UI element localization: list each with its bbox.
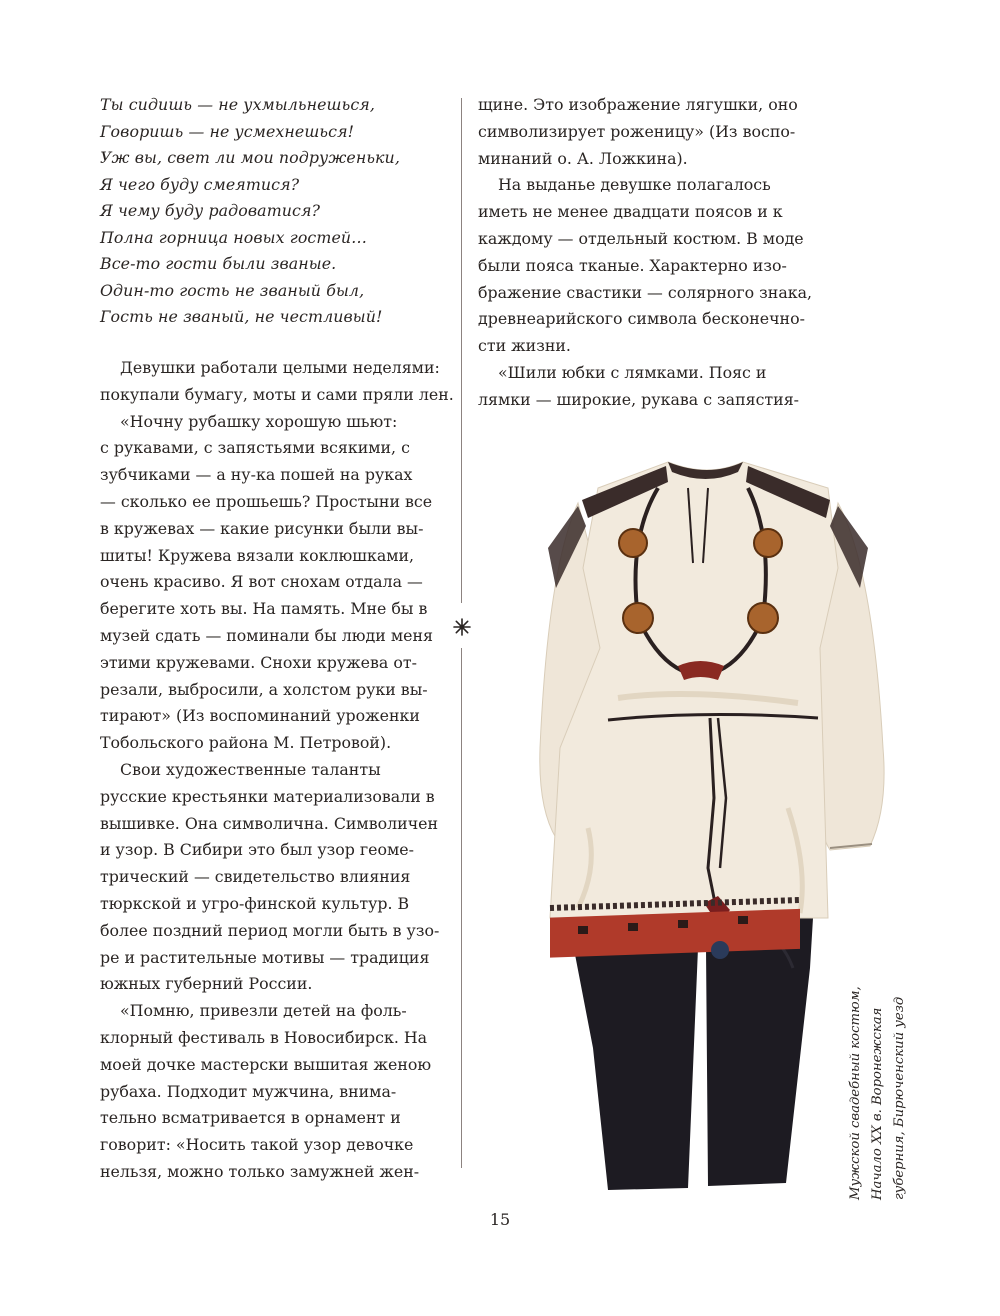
text-line: очень красиво. Я вот снохам отдала — (100, 572, 423, 592)
poem-line: Я чему буду радоватися? (100, 201, 321, 220)
trousers (568, 918, 813, 1190)
text-line: были пояса тканые. Характерно изо- (478, 255, 787, 275)
poem-line: Ты сидишь — не ухмыльнешься, (100, 95, 375, 114)
text-line: шиты! Кружева вязали коклюшками, (100, 545, 415, 565)
text-line: берегите хоть вы. На память. Мне бы в (100, 599, 428, 619)
right-column-text (478, 92, 858, 414)
text-line: Свои художественные таланты (120, 759, 381, 779)
text-line: древнеарийского символа бесконечно- (478, 309, 805, 329)
text-line: «Шили юбки с лямками. Пояс и (498, 362, 767, 382)
text-line: с рукавами, с запястьями всякими, с (100, 438, 410, 458)
text-line: тельно всматривается в орнамент и (100, 1108, 401, 1128)
poem-line: Один-то гость не званый был, (100, 280, 365, 300)
text-line: в кружевах — какие рисунки были вы- (100, 518, 424, 538)
text-line: вышивке. Она символична. Символичен (100, 813, 439, 833)
text-line: каждому — отдельный костюм. В моде (478, 228, 804, 248)
poem-line: Полна горница новых гостей… (100, 227, 368, 247)
text-line: Девушки работали целыми неделями: (120, 358, 440, 377)
text-line: щине. Это изображение лягушки, оно (478, 95, 798, 114)
wedding-costume-illustration (538, 448, 898, 1208)
text-line: тирают» (Из воспоминаний уроженки (100, 706, 420, 726)
text-line: Тобольского района М. Петровой). (100, 733, 392, 753)
poem-line: Говоришь — не усмехнешься! (100, 121, 355, 141)
poem-line: Я чего буду смеятися? (100, 174, 300, 194)
caption-line: Мужской свадебный костюм, (848, 986, 863, 1200)
text-line: русские крестьянки материализовали в (100, 786, 435, 806)
column-divider (461, 98, 462, 603)
text-line: На выданье девушке полагалось (498, 175, 771, 195)
text-line: иметь не менее двадцати поясов и к (478, 202, 783, 222)
text-line: клорный фестиваль в Новосибирск. На (100, 1027, 428, 1047)
text-line: моей дочке мастерски вышитая женою (100, 1054, 432, 1074)
caption-line: губерния, Бирюченский уезд (892, 996, 907, 1200)
text-line: говорит: «Носить такой узор девочке (100, 1135, 414, 1155)
column-divider (461, 648, 462, 1168)
text-line: покупали бумагу, моты и сами пряли лен. (100, 384, 454, 404)
text-line: трический — свидетельство влияния (100, 867, 411, 887)
caption-line: Начало XX в. Воронежская (870, 1007, 885, 1200)
text-line: более поздний период могли быть в узо- (100, 920, 440, 940)
text-line: «Ночну рубашку хорошую шьют: (120, 411, 398, 431)
shirt (540, 462, 884, 959)
text-line: и узор. В Сибири это был узор геоме- (100, 840, 414, 860)
text-line: резали, выбросили, а холстом руки вы- (100, 679, 428, 699)
text-line: — сколько ее прошьешь? Простыни все (100, 491, 433, 511)
page-number: 15 (489, 1210, 511, 1229)
text-line: нельзя, можно только замужней жен- (100, 1161, 420, 1181)
text-line: бражение свастики — солярного знака, (478, 282, 813, 302)
text-line: сти жизни. (478, 336, 571, 356)
poem-line: Гость не званый, не честливый! (100, 307, 383, 326)
left-column-text (100, 355, 454, 1186)
text-line: символизирует роженицу» (Из воспо- (478, 121, 796, 141)
text-line: «Помню, привезли детей на фоль- (120, 1001, 407, 1021)
text-line: музей сдать — поминали бы люди меня (100, 625, 433, 645)
text-line: минаний о. А. Ложкина). (478, 148, 688, 168)
snowflake-ornament-icon (452, 617, 472, 637)
poem-line: Уж вы, свет ли мои подруженьки, (100, 148, 400, 167)
poem (100, 92, 440, 331)
poem-block (100, 92, 440, 331)
poem-line: Все-то гости были званые. (100, 254, 337, 273)
text-line: ре и растительные мотивы — традиция (100, 947, 430, 967)
text-line: лямки — широкие, рукава с запястия- (478, 389, 800, 409)
text-line: рубаха. Подходит мужчина, внима- (100, 1081, 397, 1101)
text-line: зубчиками — а ну-ка пошей на руках (100, 465, 413, 485)
text-line: этими кружевами. Снохи кружева от- (100, 652, 417, 672)
text-line: тюркской и угро-финской культур. В (100, 893, 410, 913)
text-line: южных губерний России. (100, 974, 313, 994)
image-caption (845, 940, 911, 1200)
